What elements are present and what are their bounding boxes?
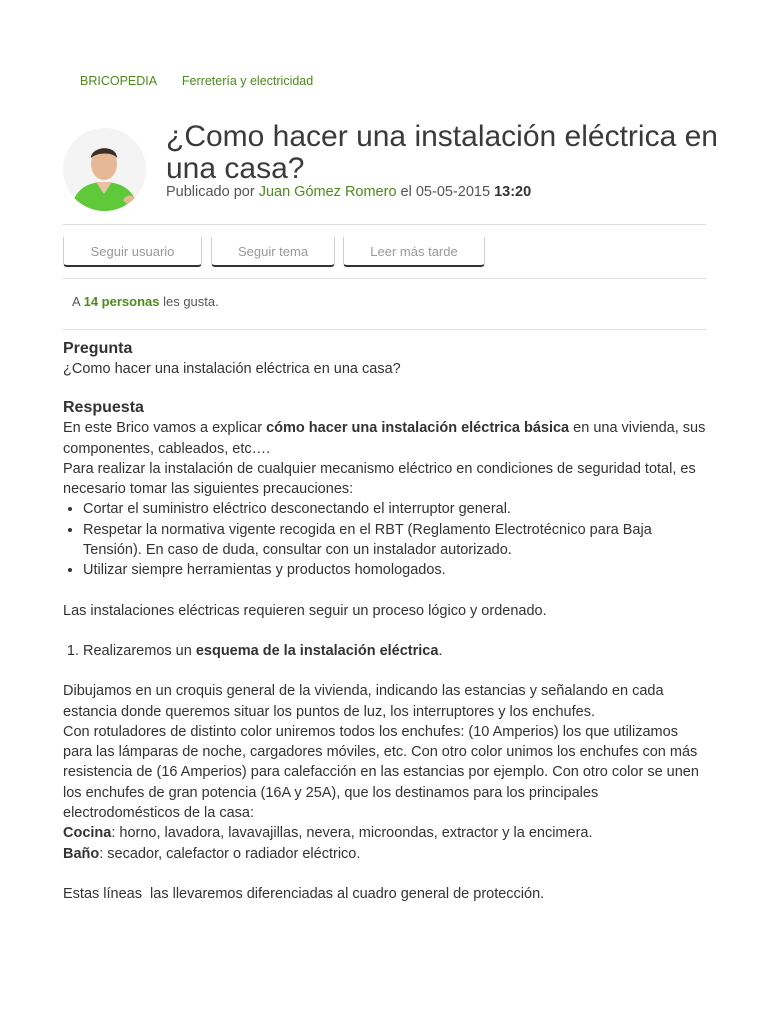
bath-line <box>63 844 708 864</box>
kitchen-line <box>63 823 708 843</box>
question-text: ¿Como hacer una instalación eléctrica en una casa? <box>63 361 401 377</box>
breadcrumb <box>80 74 313 88</box>
answer-intro-text: En este Brico vamos a explicar <box>63 420 263 437</box>
list-item <box>83 641 708 661</box>
step-text: Realizaremos un <box>83 642 192 659</box>
likes-count-link[interactable]: 14 personas <box>83 294 160 309</box>
breadcrumb-category[interactable]: Ferretería y electricidad <box>181 74 314 88</box>
list-item: • Respetar la normativa vigente recogida en el RBT (Reglamento Electrotécnico para Baja Tensión). En caso de duda, consultar con un instalador autorizado. <box>83 520 708 561</box>
byline <box>166 184 531 200</box>
steps-list <box>63 641 708 661</box>
list-item: • Cortar el suministro eléctrico desconectando el interruptor general. <box>83 499 708 519</box>
precautions-list <box>63 499 708 580</box>
follow-user-button[interactable]: Seguir usuario <box>63 237 202 267</box>
step-bold: esquema de la instalación eléctrica <box>195 642 439 659</box>
process-text: Las instalaciones eléctricas requieren seguir un proceso lógico y ordenado. <box>63 602 547 619</box>
author-link[interactable]: Juan Gómez Romero <box>258 184 397 200</box>
list-item: • Utilizar siempre herramientas y productos homologados. <box>83 560 708 580</box>
likes-summary <box>72 294 219 309</box>
bath-label: Baño <box>63 845 100 862</box>
markers-text: Con rotuladores de distinto color uniremos todos los enchufes: (10 Amperios) los que utilizamos para las lámparas de noche, cargadores móviles, etc. Con otro color unimos los enchufes con más resistencia de (16 Amperios) para calefacción en las estancias por ejemplo. Con otro color se unen los enchufes de gran potencia (16A y 25A), que los destinamos para los principales electrodomésticos de la casa: <box>63 723 699 822</box>
divider <box>63 224 706 225</box>
article-content <box>63 339 708 904</box>
byline-time: 13:20 <box>494 184 532 200</box>
answer-intro-text-end: en una vivienda, sus componentes, cableados, etc…. <box>63 420 706 457</box>
precautions-intro: Para realizar la instalación de cualquier mecanismo eléctrico en condiciones de seguridad total, es necesario tomar las siguientes precauciones: <box>63 460 696 498</box>
lines-text: Estas líneas las llevaremos diferenciadas al cuadro general de protección. <box>63 885 545 902</box>
kitchen-label: Cocina <box>63 825 112 842</box>
page-title: ¿Como hacer una instalación eléctrica en una casa? <box>166 120 718 185</box>
bath-text: : secador, calefactor o radiador eléctrico. <box>99 845 361 862</box>
step-suffix: . <box>438 642 443 659</box>
likes-prefix: A <box>72 294 80 309</box>
byline-date: el 05-05-2015 <box>400 184 491 200</box>
divider <box>63 278 706 279</box>
answer-intro-bold: cómo hacer una instalación eléctrica básica <box>266 420 570 437</box>
read-later-button[interactable]: Leer más tarde <box>343 237 485 267</box>
follow-topic-button[interactable]: Seguir tema <box>211 237 335 267</box>
question-heading: Pregunta <box>63 340 133 357</box>
answer-heading: Respuesta <box>63 399 144 417</box>
sketch-text: Dibujamos en un croquis general de la vivienda, indicando las estancias y señalando en cada estancia donde queremos situar los puntos de luz, los interruptores y los enchufes. <box>63 683 664 720</box>
kitchen-text: : horno, lavadora, lavavajillas, nevera, microondas, extractor y la encimera. <box>111 825 593 842</box>
divider <box>63 329 706 330</box>
likes-suffix: les gusta. <box>163 294 219 309</box>
breadcrumb-bricopedia[interactable]: BRICOPEDIA <box>80 74 157 88</box>
answer-intro <box>63 418 708 459</box>
author-avatar[interactable] <box>63 128 146 211</box>
byline-prefix: Publicado por <box>166 184 255 200</box>
